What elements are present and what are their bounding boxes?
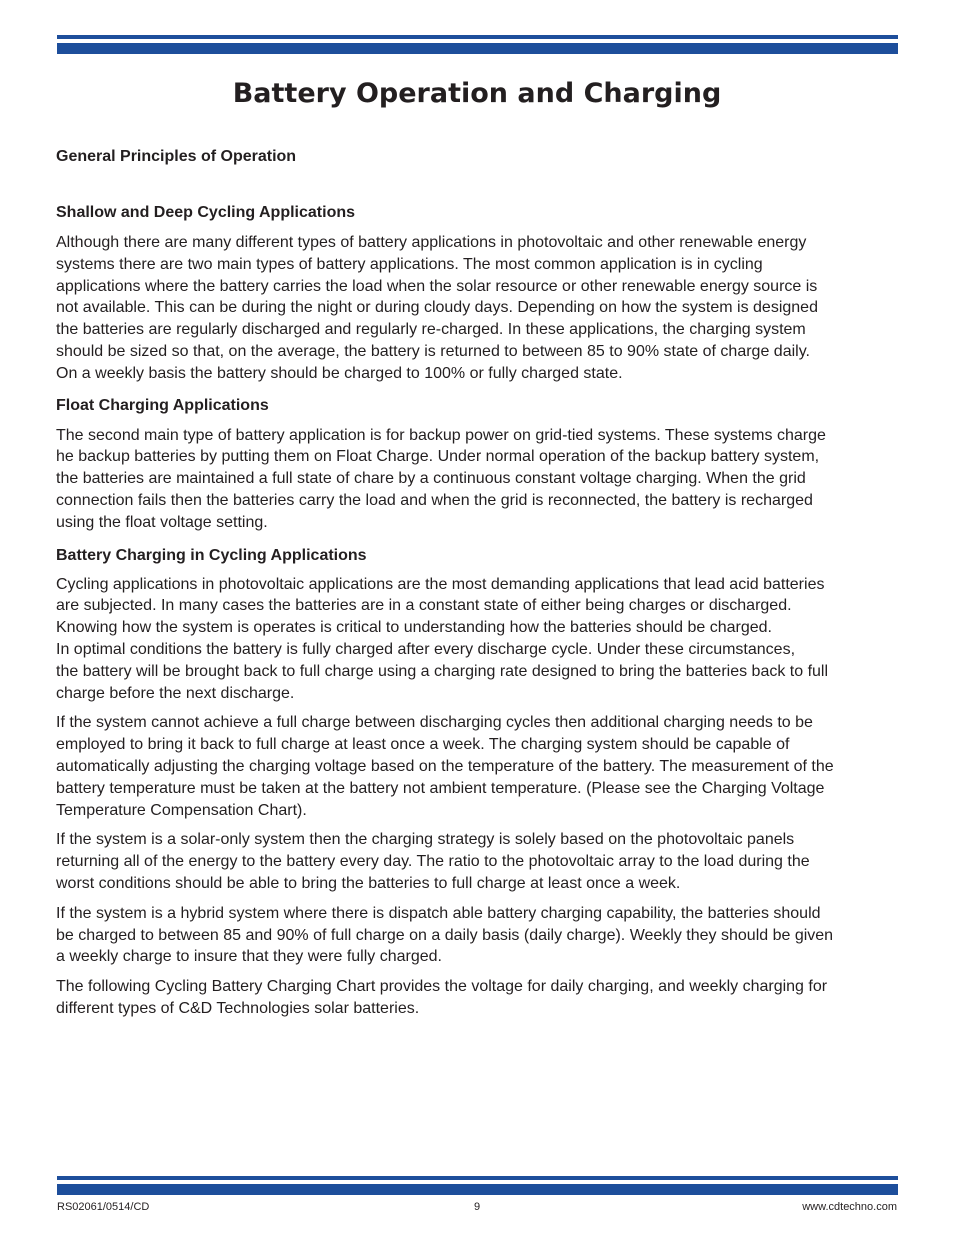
section-heading-float-charging: Float Charging Applications (56, 396, 269, 414)
text-line: the batteries are regularly discharged and regularly re-charged. In these applications, the charging system (56, 321, 806, 339)
text-line: If the system cannot achieve a full charge between discharging cycles then additional charging needs to be (56, 714, 813, 732)
section-heading-shallow-deep-cycling: Shallow and Deep Cycling Applications (56, 204, 356, 221)
text-line: be charged to between 85 and 90% of full charge on a daily basis (daily charge). Weekly they should be given (56, 926, 834, 944)
text-line: he backup batteries by putting them on Float Charge. Under normal operation of the backup battery system, (56, 448, 820, 466)
text-line: In optimal conditions the battery is fully charged after every discharge cycle. Under these circumstances, (56, 640, 796, 658)
header-rule-thin (57, 35, 898, 39)
section-heading-general-principles: General Principles of Operation (56, 148, 297, 165)
paragraph-float-charging (56, 425, 896, 534)
text-line: connection fails then the batteries carry the load and when the grid is reconnected, the battery is recharged (56, 491, 813, 509)
text-line: If the system is a hybrid system where there is dispatch able battery charging capability, the batteries should (56, 904, 821, 922)
footer-page-number: 9 (473, 1201, 481, 1213)
paragraph-shallow-deep-cycling (56, 232, 896, 385)
document-body (56, 146, 896, 1020)
footer-rule-thick (57, 1184, 898, 1195)
text-line: Although there are many different types of battery applications in photovoltaic and other renewable energy (56, 234, 807, 251)
text-line: worst conditions should be able to bring the batteries to full charge at least once a week. (56, 874, 681, 892)
text-line: the batteries are maintained a full state of chare by a continuous constant voltage charging. When the grid (56, 470, 806, 488)
text-line: The second main type of battery application is for backup power on grid-tied systems. These systems charge (56, 426, 826, 444)
page-title: Battery Operation and Charging (232, 78, 722, 109)
text-line: the battery will be brought back to full charge using a charging rate designed to bring the batteries back to full (56, 662, 829, 680)
text-line: using the float voltage setting. (56, 513, 268, 531)
text-line: employed to bring it back to full charge at least once a week. The charging system should be capable of (56, 736, 790, 754)
section-heading-battery-charging-cycling: Battery Charging in Cycling Applications (56, 546, 367, 564)
text-line: a weekly charge to insure that they were fully charged. (56, 948, 442, 966)
text-line: battery temperature must be taken at the battery not ambient temperature. (Please see the Charging Voltage (56, 779, 825, 797)
text-line: not available. This can be during the night or during cloudy days. Depending on how the system is designed (56, 299, 818, 317)
text-line: different types of C&D Technologies solar batteries. (56, 999, 420, 1017)
paragraph-chart-reference (56, 976, 896, 1020)
text-line: returning all of the energy to the battery every day. The ratio to the photovoltaic array to the load during the (56, 853, 810, 871)
paragraph-cycling-overview (56, 574, 896, 705)
text-line: The following Cycling Battery Charging Chart provides the voltage for daily charging, and weekly charging for (56, 978, 828, 996)
paragraph-additional-charging (56, 712, 896, 821)
text-line: automatically adjusting the charging voltage based on the temperature of the battery. The measurement of the (56, 757, 834, 775)
text-line: Knowing how the system is operates is critical to understanding how the batteries should be charged. (56, 619, 772, 637)
text-line: Temperature Compensation Chart). (56, 801, 307, 819)
text-line: On a weekly basis the battery should be charged to 100% or fully charged state. (56, 364, 623, 382)
text-line: systems there are two main types of battery applications. The most common application is in cycling (56, 255, 763, 273)
header-rule-thick (57, 43, 898, 54)
footer-website-link[interactable]: www.cdtechno.com (802, 1201, 897, 1213)
paragraph-solar-only (56, 829, 896, 894)
text-line: are subjected. In many cases the batteries are in a constant state of either being charges or discharged. (56, 597, 792, 615)
footer-rule-thin (57, 1176, 898, 1180)
text-line: Cycling applications in photovoltaic applications are the most demanding applications that lead acid batteries (56, 575, 825, 593)
paragraph-hybrid-system (56, 903, 896, 968)
text-line: If the system is a solar-only system then the charging strategy is solely based on the photovoltaic panels (56, 831, 795, 849)
text-line: should be sized so that, on the average, the battery is returned to between 85 to 90% state of charge daily. (56, 342, 810, 360)
text-line: charge before the next discharge. (56, 684, 295, 702)
footer-document-code: RS02061/0514/CD (57, 1201, 150, 1213)
text-line: applications where the battery carries the load when the solar resource or other renewable energy source is (56, 277, 818, 295)
